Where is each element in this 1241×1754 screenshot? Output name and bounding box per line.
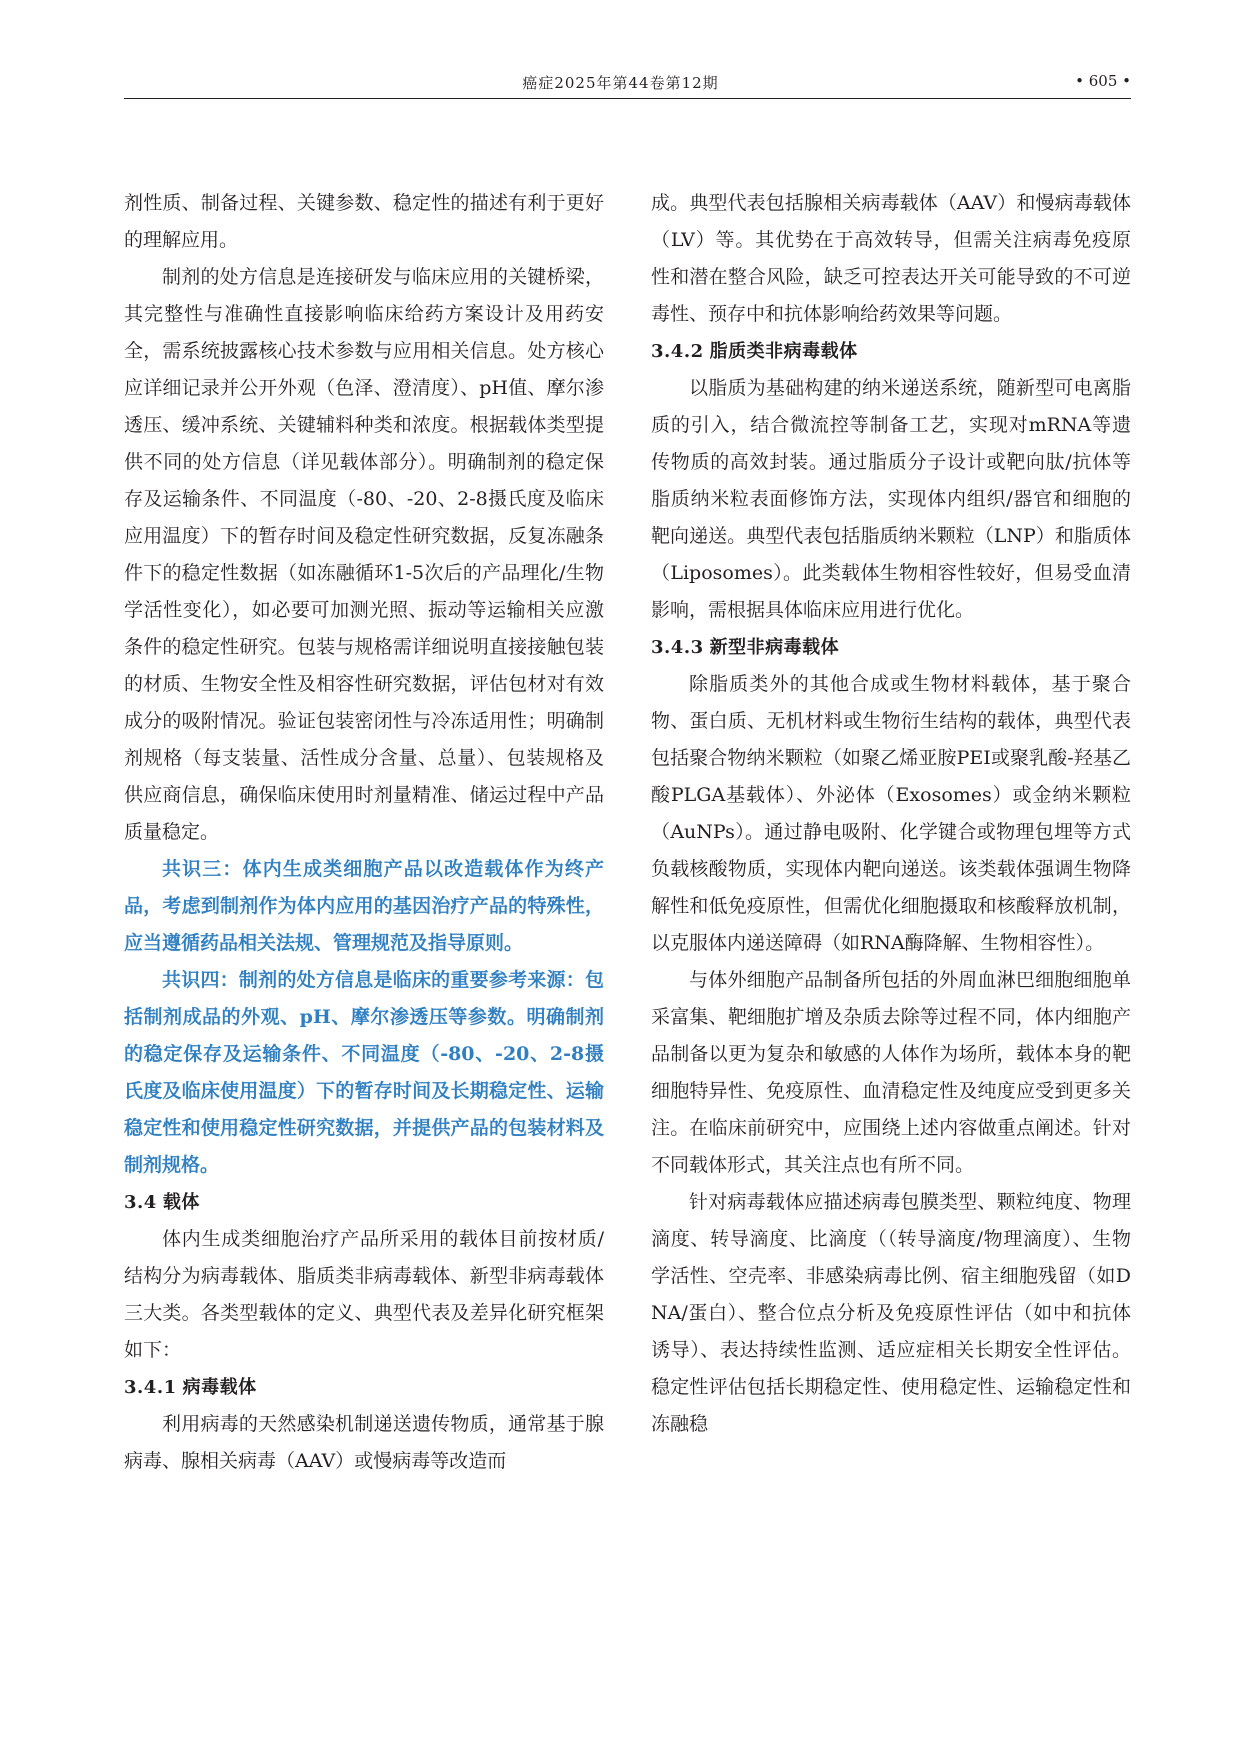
header-divider <box>124 98 1131 99</box>
section-title: 新型非病毒载体 <box>709 637 840 658</box>
section-title: 脂质类非病毒载体 <box>709 341 858 362</box>
section-heading-3-4 <box>124 1184 604 1221</box>
paragraph: 体内生成类细胞治疗产品所采用的载体目前按材质/结构分为病毒载体、脂质类非病毒载体、新型非病毒载体三大类。各类型载体的定义、典型代表及差异化研究框架如下： <box>124 1228 604 1361</box>
section-heading-3-4-2 <box>651 333 1131 370</box>
section-number: 3.4 <box>124 1192 157 1213</box>
paragraph: 以脂质为基础构建的纳米递送系统，随新型可电离脂质的引入，结合微流控等制备工艺，实现对mRNA等遗传物质的高效封装。通过脂质分子设计或靶向肽/抗体等脂质纳米粒表面修饰方法，实现体内组织/器官和细胞的靶向递送。典型代表包括脂质纳米颗粒（LNP）和脂质体（Liposomes）。此类载体生物相容性较好，但易受血清影响，需根据具体临床应用进行优化。 <box>651 377 1131 621</box>
consensus-three: 共识三：体内生成类细胞产品以改造载体作为终产品，考虑到制剂作为体内应用的基因治疗产品的特殊性，应当遵循药品相关法规、管理规范及指导原则。 <box>124 858 604 954</box>
left-column <box>124 185 604 1480</box>
journal-header: 癌症2025年第44卷第12期 <box>522 74 719 92</box>
consensus-four: 共识四：制剂的处方信息是临床的重要参考来源：包括制剂成品的外观、pH、摩尔渗透压等参数。明确制剂的稳定保存及运输条件、不同温度（-80、-20、2-8摄氏度及临床使用温度）下的暂存时间及长期稳定性、运输稳定性和使用稳定性研究数据，并提供产品的包装材料及制剂规格。 <box>124 969 604 1176</box>
paragraph: 与体外细胞产品制备所包括的外周血淋巴细胞细胞单采富集、靶细胞扩增及杂质去除等过程不同，体内细胞产品制备以更为复杂和敏感的人体作为场所，载体本身的靶细胞特异性、免疫原性、血清稳定性及纯度应受到更多关注。在临床前研究中，应围绕上述内容做重点阐述。针对不同载体形式，其关注点也有所不同。 <box>651 969 1131 1176</box>
section-title: 病毒载体 <box>182 1377 257 1398</box>
paragraph: 成。典型代表包括腺相关病毒载体（AAV）和慢病毒载体（LV）等。其优势在于高效转导，但需关注病毒免疫原性和潜在整合风险，缺乏可控表达开关可能导致的不可逆毒性、预存中和抗体影响给药效果等问题。 <box>651 192 1131 325</box>
paragraph: 制剂的处方信息是连接研发与临床应用的关键桥梁，其完整性与准确性直接影响临床给药方案设计及用药安全，需系统披露核心技术参数与应用相关信息。处方核心应详细记录并公开外观（色泽、澄清度）、pH值、摩尔渗透压、缓冲系统、关键辅料种类和浓度。根据载体类型提供不同的处方信息（详见载体部分）。明确制剂的稳定保存及运输条件、不同温度（-80、-20、2-8摄氏度及临床应用温度）下的暂存时间及稳定性研究数据，反复冻融条件下的稳定性数据（如冻融循环1-5次后的产品理化/生物学活性变化），如必要可加测光照、振动等运输相关应激条件的稳定性研究。包装与规格需详细说明直接接触包装的材质、生物安全性及相容性研究数据，评估包材对有效成分的吸附情况。验证包装密闭性与冷冻适用性；明确制剂规格（每支装量、活性成分含量、总量）、包装规格及供应商信息，确保临床使用时剂量精准、储运过程中产品质量稳定。 <box>124 266 604 843</box>
section-number: 3.4.3 <box>651 637 704 658</box>
section-heading-3-4-3 <box>651 629 1131 666</box>
paragraph: 剂性质、制备过程、关键参数、稳定性的描述有利于更好的理解应用。 <box>124 192 604 251</box>
page-number: • 605 • <box>1075 72 1131 90</box>
section-number: 3.4.1 <box>124 1377 177 1398</box>
section-heading-3-4-1 <box>124 1369 604 1406</box>
paragraph: 利用病毒的天然感染机制递送遗传物质，通常基于腺病毒、腺相关病毒（AAV）或慢病毒等改造而 <box>124 1413 604 1472</box>
right-column <box>651 185 1131 1443</box>
section-number: 3.4.2 <box>651 341 704 362</box>
section-title: 载体 <box>162 1192 200 1213</box>
paragraph: 针对病毒载体应描述病毒包膜类型、颗粒纯度、物理滴度、转导滴度、比滴度（（转导滴度/物理滴度）、生物学活性、空壳率、非感染病毒比例、宿主细胞残留（如DNA/蛋白）、整合位点分析及免疫原性评估（如中和抗体诱导）、表达持续性监测、适应症相关长期安全性评估。稳定性评估包括长期稳定性、使用稳定性、运输稳定性和冻融稳 <box>651 1191 1131 1435</box>
paragraph: 除脂质类外的其他合成或生物材料载体，基于聚合物、蛋白质、无机材料或生物衍生结构的载体，典型代表包括聚合物纳米颗粒（如聚乙烯亚胺PEI或聚乳酸-羟基乙酸PLGA基载体）、外泌体（Exosomes）或金纳米颗粒（AuNPs）。通过静电吸附、化学键合或物理包埋等方式负载核酸物质，实现体内靶向递送。该类载体强调生物降解性和低免疫原性，但需优化细胞摄取和核酸释放机制，以克服体内递送障碍（如RNA酶降解、生物相容性）。 <box>651 673 1131 954</box>
